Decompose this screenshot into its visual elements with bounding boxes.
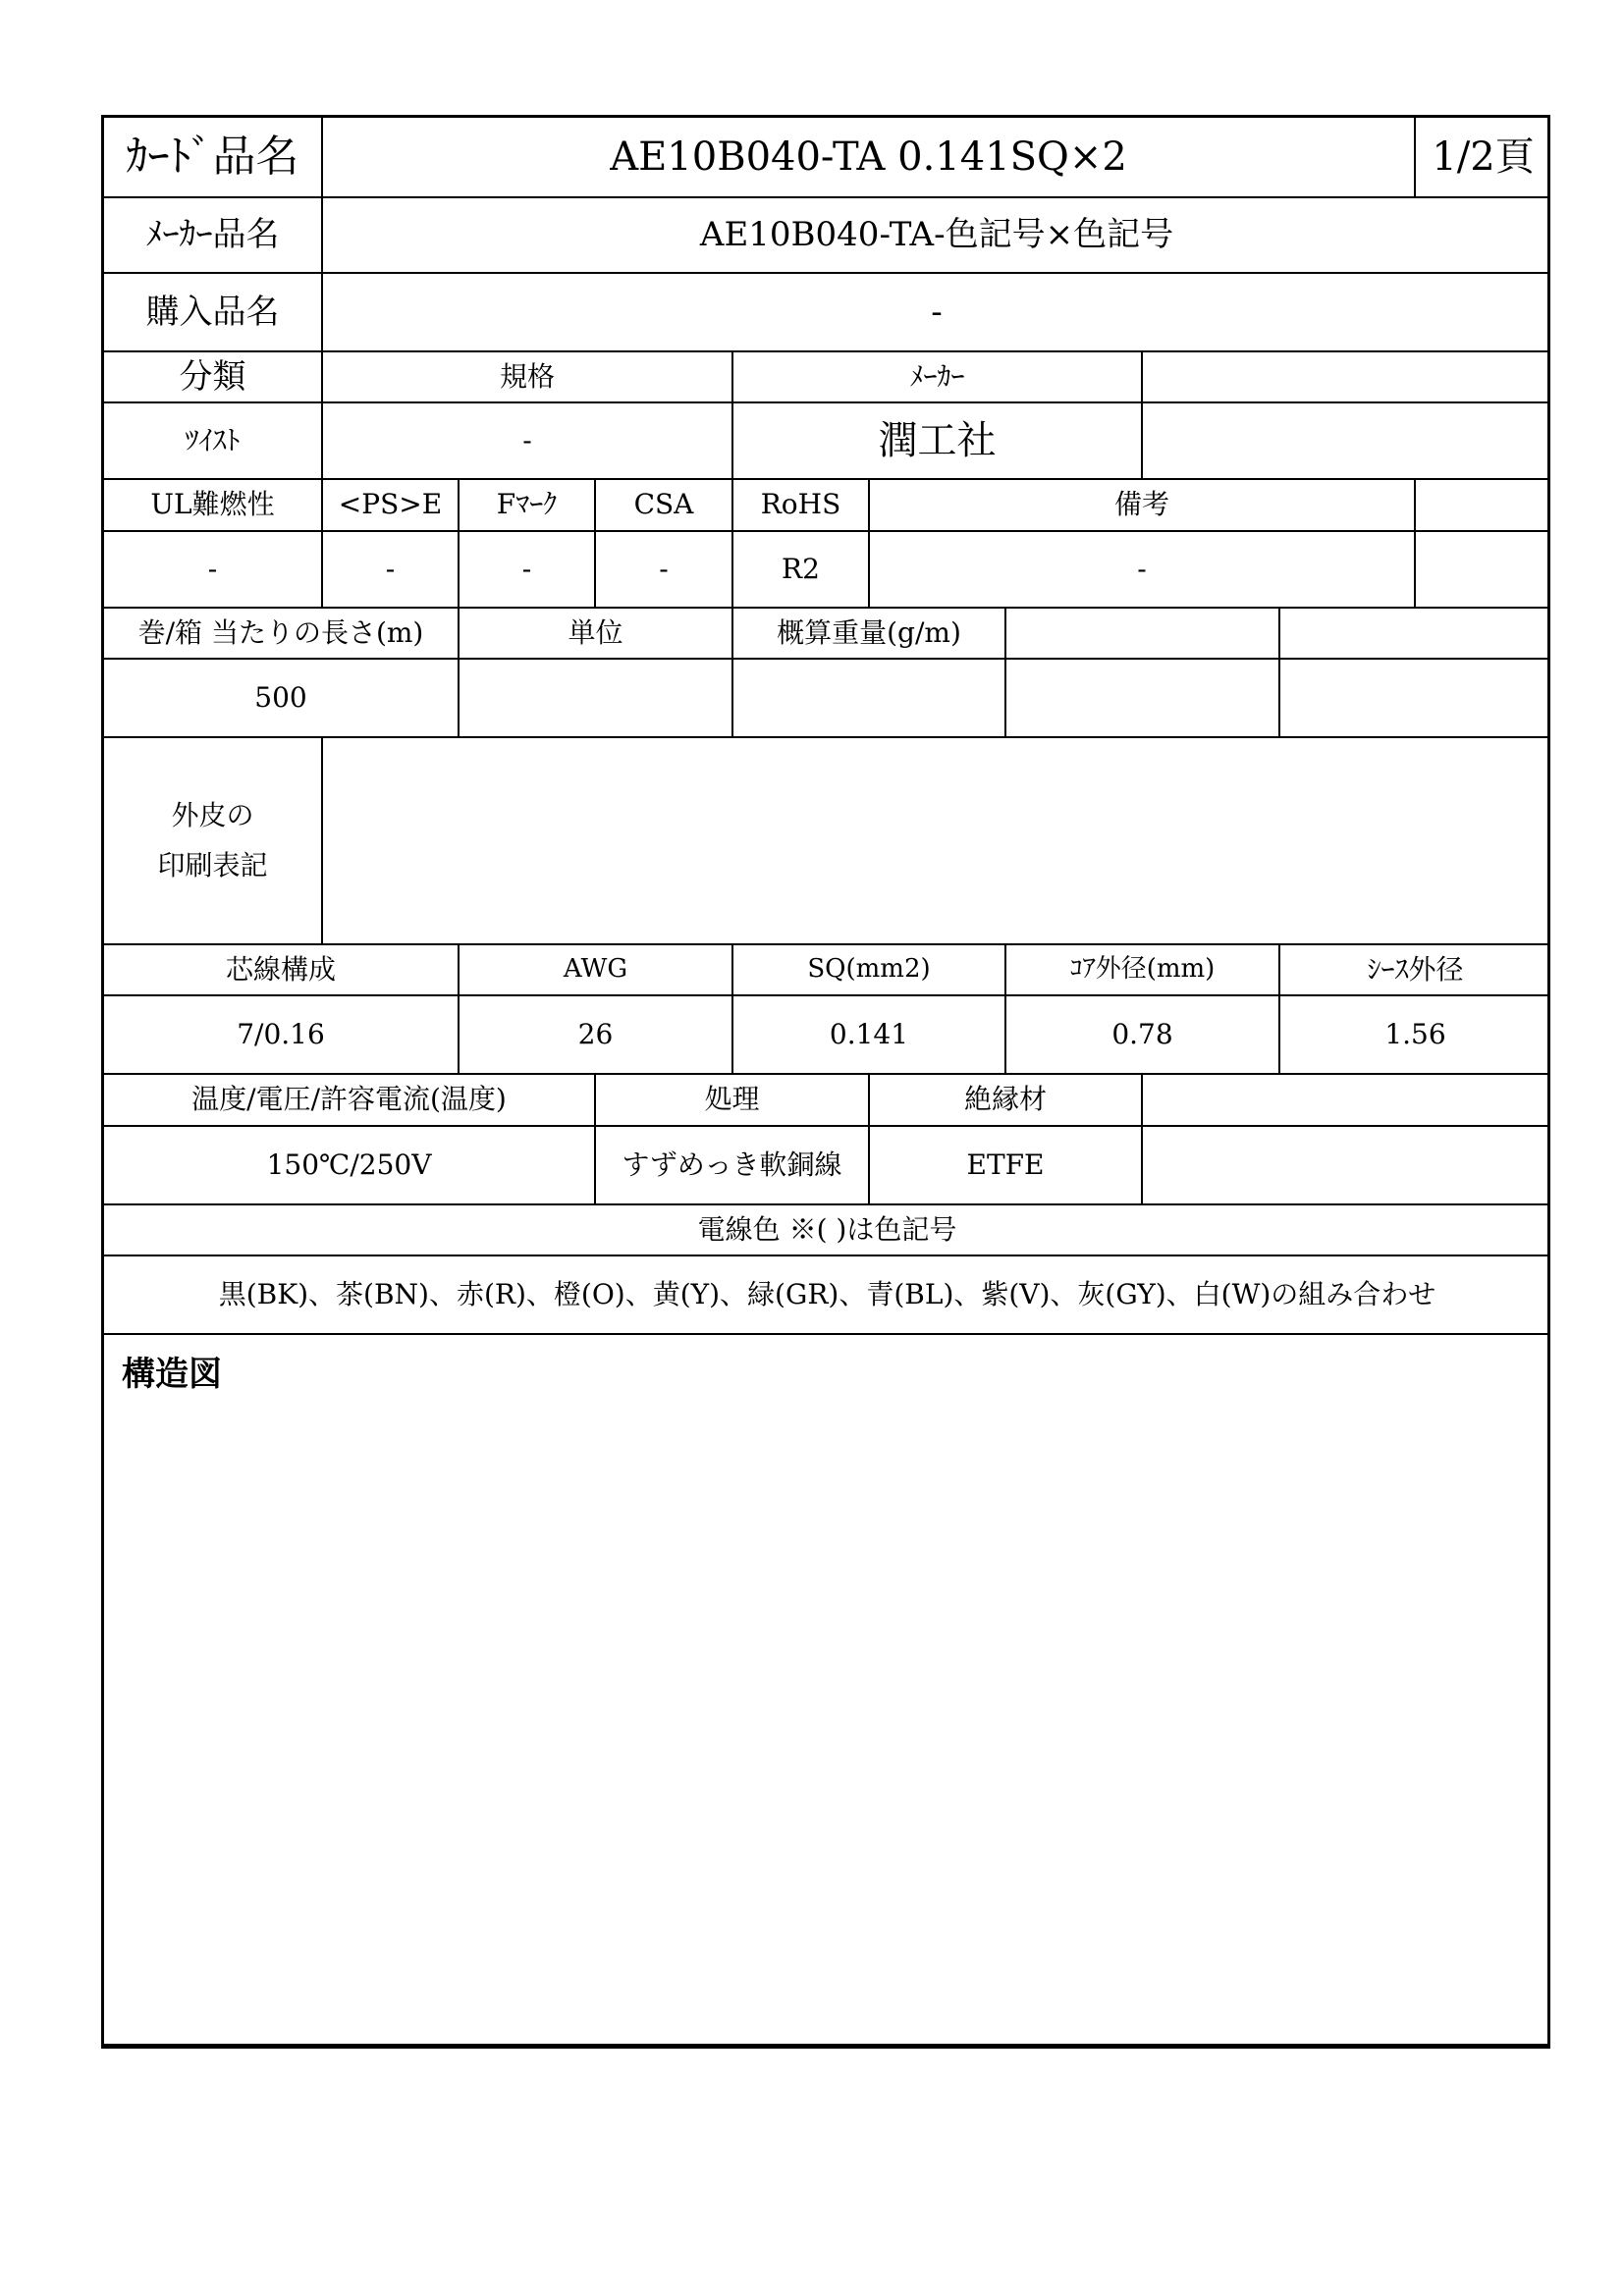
classification-value: ﾂｲｽﾄ — [104, 403, 323, 480]
sheath-marking-label-line2: 印刷表記 — [157, 848, 268, 881]
packing-extra-header-1 — [1006, 609, 1280, 660]
maker-value: 潤工社 — [733, 403, 1143, 480]
ul-flame-header: UL難燃性 — [104, 480, 323, 532]
structure-diagram-area — [104, 1335, 1550, 2049]
csa-value: - — [596, 532, 733, 609]
unit-value — [460, 660, 733, 738]
insulation-value: ETFE — [870, 1127, 1143, 1205]
csa-header: CSA — [596, 480, 733, 532]
packing-extra-value-1 — [1006, 660, 1280, 738]
f-mark-header: Fﾏｰｸ — [460, 480, 596, 532]
core-od-value: 0.78 — [1006, 996, 1280, 1075]
core-od-header: ｺｱ外径(mm) — [1006, 945, 1280, 996]
purchase-name-value: - — [323, 274, 1550, 352]
conductor-construction-header: 芯線構成 — [104, 945, 460, 996]
conductor-construction-value: 7/0.16 — [104, 996, 460, 1075]
awg-header: AWG — [460, 945, 733, 996]
card-name-label: ｶｰﾄﾞ品名 — [104, 118, 323, 198]
remarks-value: - — [870, 532, 1416, 609]
treatment-value: すずめっき軟銅線 — [596, 1127, 870, 1205]
length-per-reel-header: 巻/箱 当たりの長さ(m) — [104, 609, 460, 660]
insulation-header: 絶縁材 — [870, 1075, 1143, 1127]
packing-extra-value-2 — [1280, 660, 1550, 738]
temp-voltage-current-value: 150℃/250V — [104, 1127, 596, 1205]
structure-diagram-title: 構造図 — [122, 1355, 222, 1394]
electrical-extra-header — [1143, 1075, 1550, 1127]
standard-header: 規格 — [323, 352, 733, 403]
maker-header: ﾒｰｶｰ — [733, 352, 1143, 403]
temp-voltage-current-header: 温度/電圧/許容電流(温度) — [104, 1075, 596, 1127]
page-number: 1/2頁 — [1416, 118, 1550, 198]
standard-value: - — [323, 403, 733, 480]
approvals-extra-value — [1416, 532, 1550, 609]
purchase-name-label: 購入品名 — [104, 274, 323, 352]
card-name-value: AE10B040-TA 0.141SQ×2 — [323, 118, 1416, 198]
sheath-od-value: 1.56 — [1280, 996, 1550, 1075]
classification-extra-header — [1143, 352, 1550, 403]
sq-header: SQ(mm2) — [733, 945, 1006, 996]
wire-color-header: 電線色 ※( )は色記号 — [104, 1205, 1550, 1256]
approx-weight-header: 概算重量(g/m) — [733, 609, 1006, 660]
pse-value: - — [323, 532, 460, 609]
maker-name-label: ﾒｰｶｰ品名 — [104, 198, 323, 274]
electrical-extra-value — [1143, 1127, 1550, 1205]
remarks-header: 備考 — [870, 480, 1416, 532]
rohs-value: R2 — [733, 532, 870, 609]
sq-value: 0.141 — [733, 996, 1006, 1075]
packing-extra-header-2 — [1280, 609, 1550, 660]
ul-flame-value: - — [104, 532, 323, 609]
treatment-header: 処理 — [596, 1075, 870, 1127]
approx-weight-value — [733, 660, 1006, 738]
f-mark-value: - — [460, 532, 596, 609]
sheath-marking-label-line1: 外皮の — [171, 799, 254, 832]
rohs-header: RoHS — [733, 480, 870, 532]
unit-header: 単位 — [460, 609, 733, 660]
approvals-extra-header — [1416, 480, 1550, 532]
classification-extra-value — [1143, 403, 1550, 480]
length-per-reel-value: 500 — [104, 660, 460, 738]
sheath-marking-value — [323, 738, 1550, 945]
wire-color-value: 黒(BK)、茶(BN)、赤(R)、橙(O)、黄(Y)、緑(GR)、青(BL)、紫(V)、灰(GY)、白(W)の組み合わせ — [104, 1256, 1550, 1335]
awg-value: 26 — [460, 996, 733, 1075]
spec-sheet — [101, 115, 1550, 2049]
sheath-marking-label — [104, 738, 323, 945]
sheath-od-header: ｼｰｽ外径 — [1280, 945, 1550, 996]
maker-name-value: AE10B040-TA-色記号×色記号 — [323, 198, 1550, 274]
classification-header: 分類 — [104, 352, 323, 403]
pse-header: <PS>E — [323, 480, 460, 532]
